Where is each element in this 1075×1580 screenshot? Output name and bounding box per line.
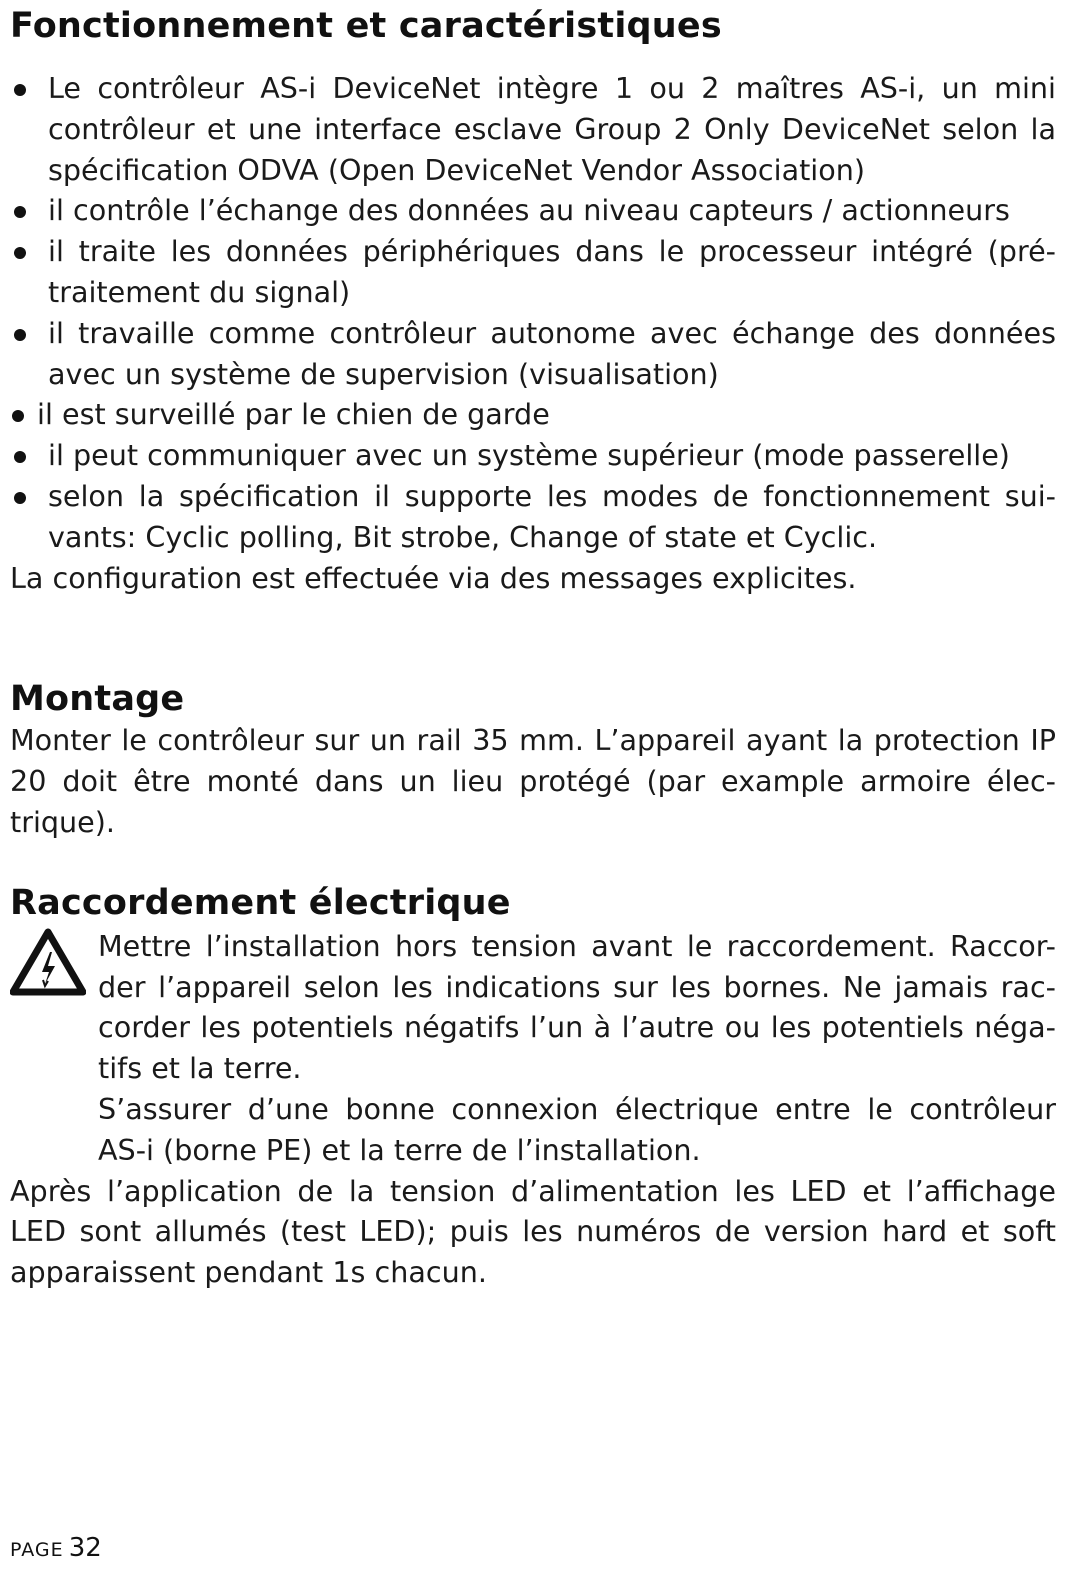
list-item-text: Le contrôleur AS-i DeviceNet intègre 1 ou 2 maîtres AS-i, un mini contrôleur et une interface esclave Group 2 Only DeviceNet selon la spécification ODVA (Open DeviceNet Vendor Association) bbox=[48, 71, 1056, 187]
bullet-icon bbox=[14, 329, 26, 341]
page-number-footer bbox=[10, 1533, 102, 1563]
montage-text: Monter le contrôleur sur un rail 35 mm. L’appareil ayant la protection IP 20 doit être monté dans un lieu protégé (par example armoire élec-trique). bbox=[10, 723, 1056, 839]
section-title-montage: Montage bbox=[10, 679, 185, 720]
list-item bbox=[10, 190, 1056, 231]
list-item-text: selon la spécification il supporte les modes de fonctionnement sui-vants: Cyclic polling, Bit strobe, Change of state et Cyclic. bbox=[48, 478, 1056, 554]
bullet-icon bbox=[14, 451, 26, 463]
list-item bbox=[10, 313, 1056, 395]
grounding-text: S’assurer d’une bonne connexion électrique entre le contrôleur AS-i (borne PE) et la terre de l’installation. bbox=[98, 1091, 1056, 1167]
bullet-icon bbox=[14, 247, 26, 259]
section-title-fonctionnement: Fonctionnement et caractéristiques bbox=[10, 6, 722, 46]
section-title-raccordement: Raccordement électrique bbox=[10, 882, 511, 923]
list-item-text: il est surveillé par le chien de garde bbox=[37, 397, 550, 432]
list-item bbox=[10, 231, 1056, 313]
list-item-text: il traite les données périphériques dans le processeur intégré (pré-traitement du signal) bbox=[48, 234, 1056, 309]
list-item bbox=[10, 394, 1056, 435]
warning-text: Mettre l’installation hors tension avant le raccordement. Raccor-der l’appareil selon les indications sur les bornes. Ne jamais rac-corder les potentiels négatifs l’un à l’autre ou les potentiels néga-tifs et la terre. bbox=[98, 928, 1056, 1086]
electrical-hazard-warning-icon bbox=[10, 928, 86, 996]
list-item bbox=[10, 68, 1056, 190]
power-on-text: Après l’application de la tension d’alimentation les LED et l’affichage LED sont allumés (test LED); puis les numéros de version hard et soft apparaissent pendant 1s chacun. bbox=[10, 1173, 1056, 1290]
configuration-note: La configuration est effectuée via des messages explicites. bbox=[10, 560, 857, 595]
features-list bbox=[10, 68, 1056, 558]
bullet-icon bbox=[14, 84, 26, 96]
bullet-icon bbox=[14, 206, 26, 218]
warning-block bbox=[10, 926, 1056, 1171]
document-page bbox=[10, 0, 1056, 1293]
page-number: 32 bbox=[68, 1533, 102, 1563]
list-item bbox=[10, 476, 1056, 558]
list-item-text: il travaille comme contrôleur autonome avec échange des données avec un système de supervision (visualisation) bbox=[48, 315, 1056, 391]
bullet-icon bbox=[12, 410, 24, 422]
page-label: PAGE bbox=[10, 1539, 64, 1561]
list-item-text: il contrôle l’échange des données au niveau capteurs / actionneurs bbox=[48, 193, 1010, 228]
list-item bbox=[10, 435, 1056, 476]
bullet-icon bbox=[14, 492, 26, 504]
list-item-text: il peut communiquer avec un système supérieur (mode passerelle) bbox=[48, 438, 1010, 473]
